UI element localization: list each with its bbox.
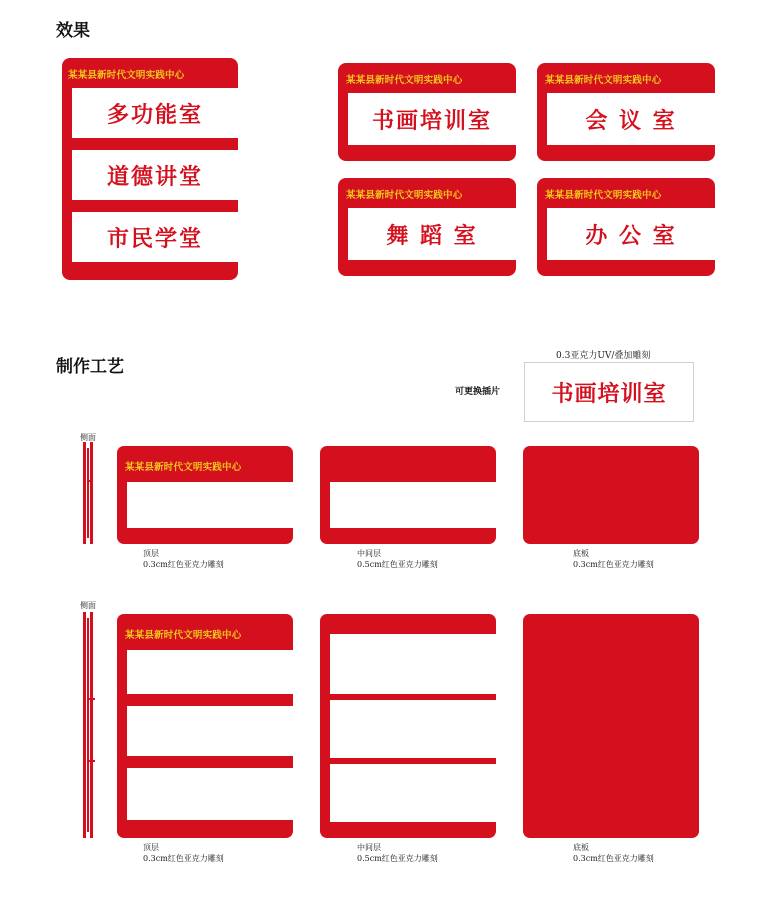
small-sign-1 (338, 63, 516, 161)
tall-sign (62, 58, 238, 280)
tall-top-layer-caption: 顶层 0.3cm红色亚克力雕刻 (143, 843, 224, 863)
small-sign-room: 舞 蹈 室 (348, 208, 516, 260)
small-sign-room: 会 议 室 (547, 93, 715, 145)
small-sign-4 (537, 178, 715, 276)
base-board (523, 446, 699, 544)
middle-layer (320, 446, 496, 544)
top-layer (117, 446, 293, 544)
side-profile-tall (83, 612, 97, 838)
side-view-label: 侧面 (80, 433, 96, 442)
small-sign-room: 办 公 室 (547, 208, 715, 260)
org-name: 某某县新时代文明实践中心 (346, 190, 463, 201)
org-name: 某某县新时代文明实践中心 (125, 630, 242, 641)
insert-sample: 书画培训室 (524, 362, 694, 422)
side-view-label-2: 侧面 (80, 601, 96, 610)
tall-base-board (523, 614, 699, 838)
org-name: 某某县新时代文明实践中心 (346, 75, 463, 86)
room-slot-3: 市民学堂 (72, 212, 238, 262)
org-name: 某某县新时代文明实践中心 (125, 462, 242, 473)
org-name: 某某县新时代文明实践中心 (545, 75, 662, 86)
top-layer-caption: 顶层 0.3cm红色亚克力雕刻 (143, 549, 224, 569)
org-name: 某某县新时代文明实践中心 (545, 190, 662, 201)
insert-label: 可更换插片 (455, 387, 501, 397)
room-slot-1: 多功能室 (72, 88, 238, 138)
insert-note: 0.3亚克力UV/叠加雕刻 (556, 351, 651, 361)
org-name: 某某县新时代文明实践中心 (68, 70, 185, 81)
room-slot-2: 道德讲堂 (72, 150, 238, 200)
middle-layer-caption: 中间层 0.5cm红色亚克力雕刻 (357, 549, 438, 569)
side-profile (83, 442, 95, 544)
tall-middle-layer-caption: 中间层 0.5cm红色亚克力雕刻 (357, 843, 438, 863)
tall-middle-layer (320, 614, 496, 838)
small-sign-2 (537, 63, 715, 161)
small-sign-3 (338, 178, 516, 276)
small-sign-room: 书画培训室 (348, 93, 516, 145)
base-board-caption: 底板 0.3cm红色亚克力雕刻 (573, 549, 654, 569)
tall-base-board-caption: 底板 0.3cm红色亚克力雕刻 (573, 843, 654, 863)
effect-section-title: 效果 (56, 21, 90, 41)
process-section-title: 制作工艺 (56, 357, 124, 377)
tall-top-layer (117, 614, 293, 838)
